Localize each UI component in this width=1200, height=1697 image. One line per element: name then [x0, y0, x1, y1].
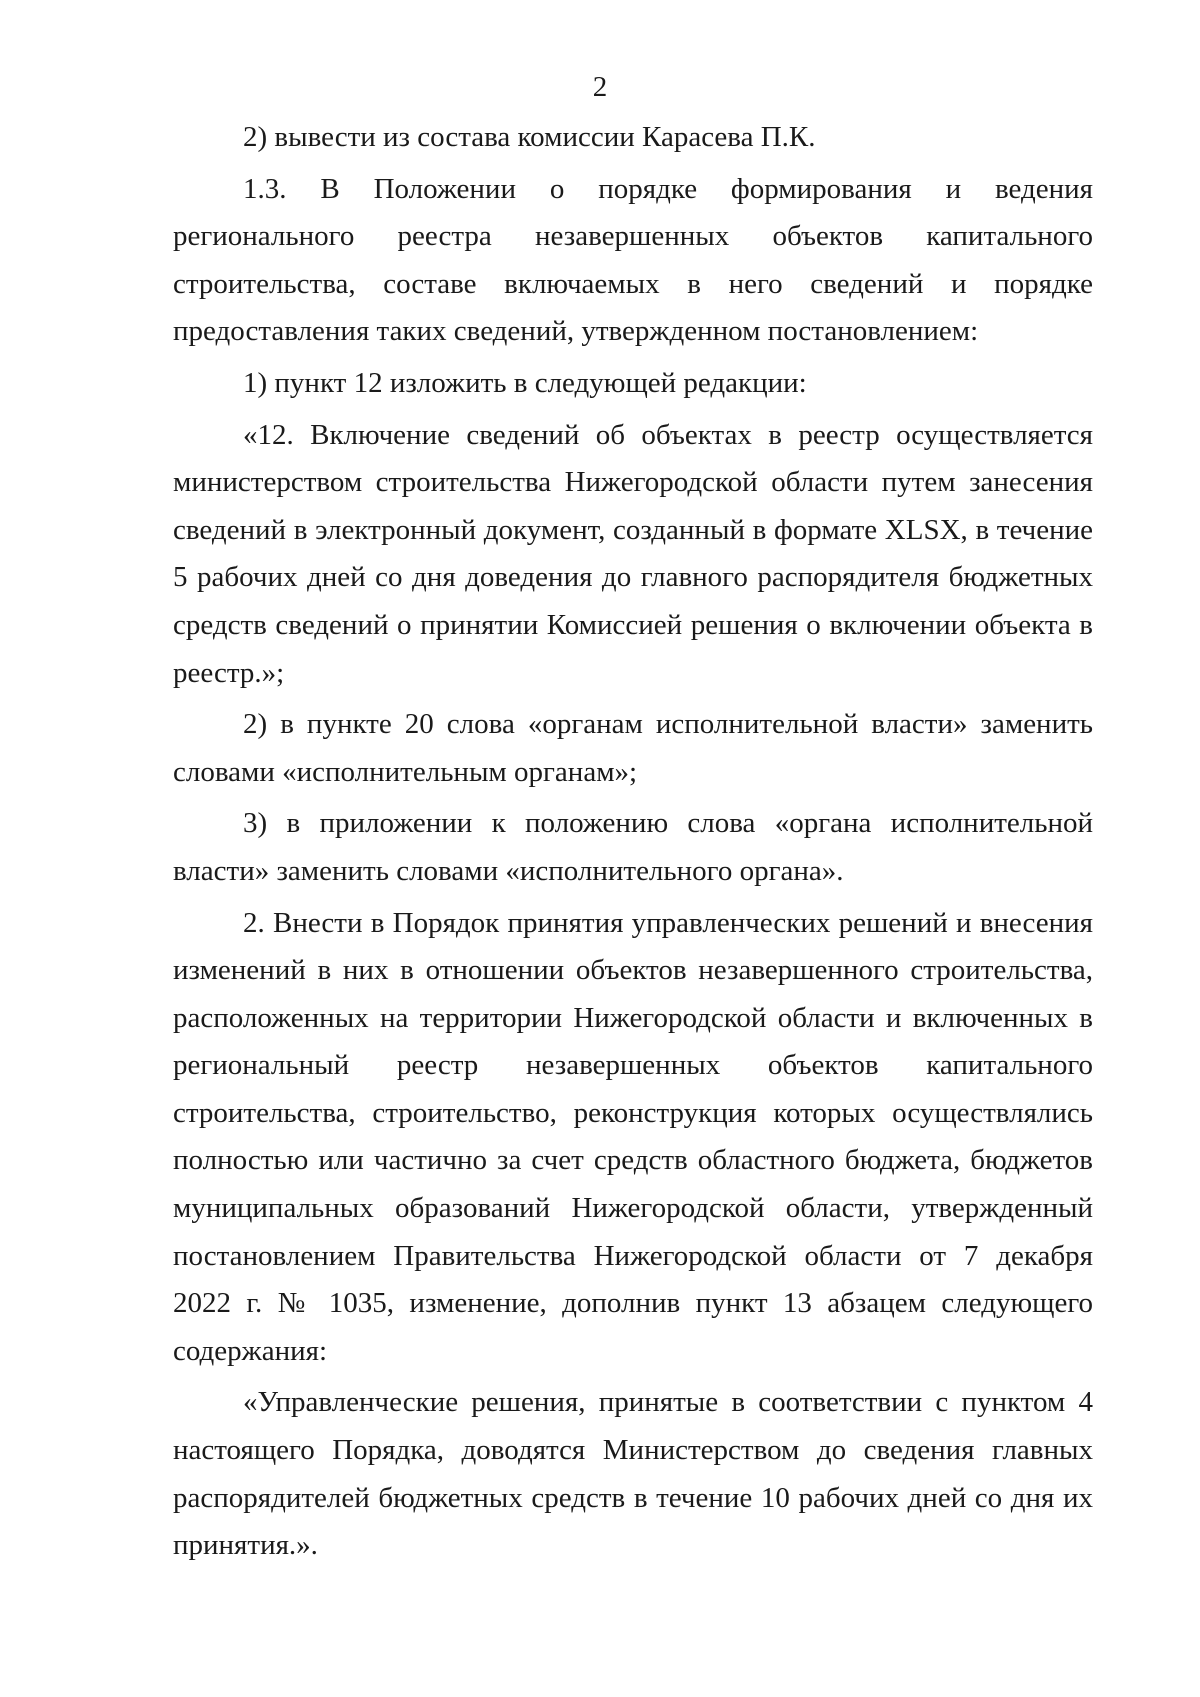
paragraph-remove-member: 2) вывести из состава комиссии Карасева П.К.	[243, 121, 816, 153]
paragraph-item-20-change: 2) в пункте 20 слова «органам исполнительной власти» заменить словами «исполнительным органам»;	[173, 708, 1093, 788]
document-body	[173, 114, 1093, 1570]
paragraph-management-decisions: «Управленческие решения, принятые в соответствии с пунктом 4 настоящего Порядка, доводятся Министерством до сведения главных распорядителей бюджетных средств в течение 10 рабочих дней со дня их принятия.».	[173, 1386, 1093, 1562]
paragraph-item-12-text: «12. Включение сведений об объектах в реестр осуществляется министерством строительства Нижегородской области путем занесения сведений в электронный документ, созданный в формате XLSX, в течение 5 рабочих дней со дня доведения до главного распорядителя бюджетных средств сведений о принятии Комиссией решения о включении объекта в реестр.»;	[173, 418, 1093, 689]
page-number: 2	[592, 71, 608, 103]
paragraph-2-procedure-amendment: 2. Внести в Порядок принятия управленческих решений и внесения изменений в них в отношении объектов незавершенного строительства, расположенных на территории Нижегородской области и включенных в региональный реестр незавершенных объектов капитального строительства, строительство, реконструкция которых осуществлялись полностью или частично за счет средств областного бюджета, бюджетов муниципальных образований Нижегородской области, утвержденный постановлением Правительства Нижегородской области от 7 декабря 2022 г. № 1035, изменение, дополнив пункт 13 абзацем следующего содержания:	[173, 906, 1093, 1367]
paragraph-appendix-change: 3) в приложении к положению слова «органа исполнительной власти» заменить словами «исполнительного органа».	[173, 807, 1093, 887]
paragraph-1-3-registry-regulation: 1.3. В Положении о порядке формирования и ведения регионального реестра незавершенных объектов капитального строительства, составе включаемых в него сведений и порядке предоставления таких сведений, утвержденном постановлением:	[173, 172, 1093, 348]
paragraph-item-12-intro: 1) пункт 12 изложить в следующей редакции:	[243, 366, 807, 399]
